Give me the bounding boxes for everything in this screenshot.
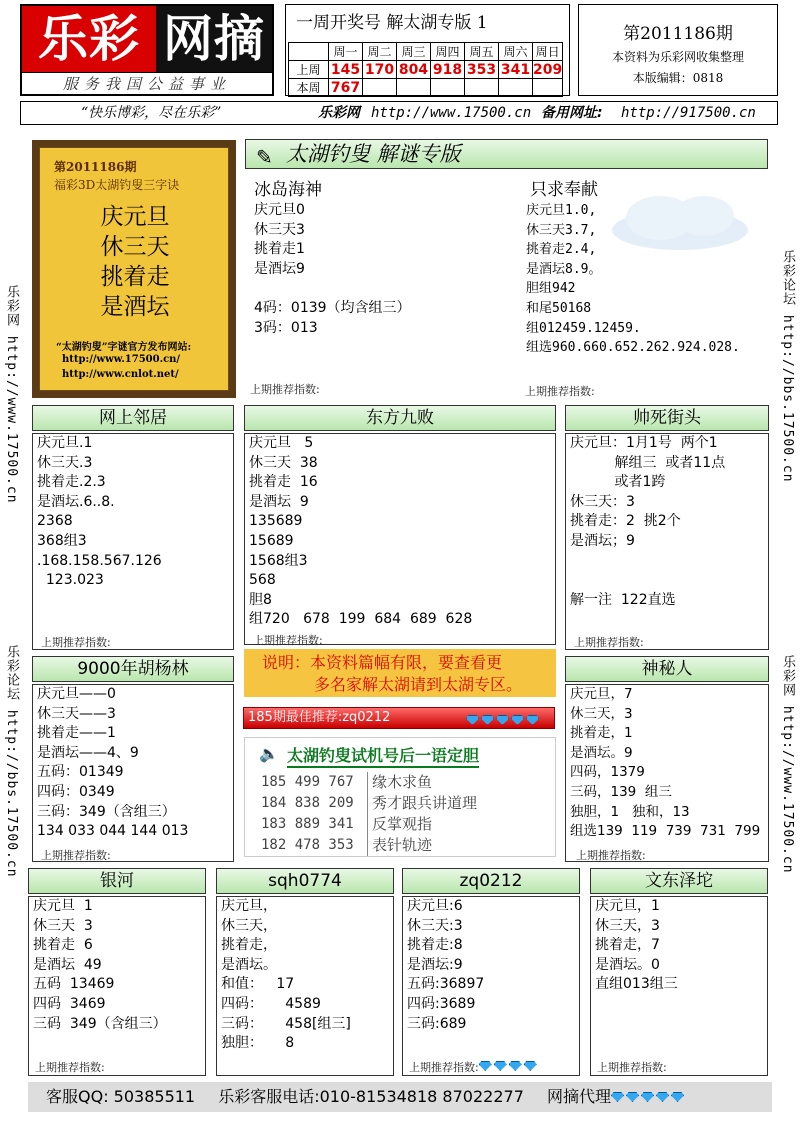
poster-poem xyxy=(40,202,230,322)
trial-title: 太湖钓叟试机号后一语定胆 xyxy=(287,743,479,768)
trial-row-nums: 183 889 341 xyxy=(261,816,354,832)
draw-number: 145 xyxy=(329,61,363,79)
panel-title: 文东泽坨 xyxy=(590,868,768,894)
diamond-icon xyxy=(511,715,524,725)
poster-issue: 第2011186期 xyxy=(54,160,137,174)
panel-body: 庆元旦.1 休三天.3 挑着走.2.3 是酒坛.6..8. 2368 368组3 .168.158.567.126 123.023 xyxy=(37,435,162,589)
panel-body: 庆元旦：1月1号 两个1 解组三 或者11点 或者1跨 休三天：3 挑着走：2 挑2个 是酒坛；9 解一注 122直选 xyxy=(570,435,726,608)
panel-rec: 上期推荐指数: xyxy=(35,1061,105,1074)
panel-body: 庆元旦，7 休三天，3 挑着走，1 是酒坛。9 四码，1379 三码，139 组三 独胆，1 独和，13 组选139 119 739 731 799 xyxy=(570,686,761,840)
this-week-label: 本周 xyxy=(289,79,329,97)
side-text-left-top: 乐彩网 http://www.17500.cn xyxy=(4,285,19,504)
panel-title: 银河 xyxy=(28,868,206,894)
draw-number: 804 xyxy=(397,61,431,79)
poster-site-note: “太湖钓叟”字谜官方发布网站: xyxy=(56,342,192,353)
diamond-icon xyxy=(479,1061,492,1071)
riddle-col1-body: 庆元旦0 休三天3 挑着走1 是酒坛9 4码：0139（均含组三） 3码：013 xyxy=(254,202,411,336)
riddle-poster xyxy=(32,140,236,398)
notice-line: 多名家解太湖请到太湖专区。 xyxy=(314,675,523,694)
panel-box xyxy=(565,433,769,650)
diamond-icon xyxy=(626,1092,639,1102)
draw-number: 209 xyxy=(533,61,563,78)
panel-title: 帅死街头 xyxy=(565,405,769,431)
trial-row-text: 缘木求鱼 xyxy=(372,773,433,791)
trial-row-nums: 182 478 353 xyxy=(261,837,354,853)
site-label: 乐彩网 xyxy=(318,105,360,121)
notice-line: 说明：本资料篇幅有限，要查看更 xyxy=(262,653,503,672)
speaker-icon: 🔈 xyxy=(259,744,279,763)
trial-nums xyxy=(261,772,354,856)
poem-line: 休三天 xyxy=(100,234,170,260)
poem-line: 是酒坛 xyxy=(100,294,170,320)
panel-body: 庆元旦， 休三天， 挑着走， 是酒坛。 和值： 17 四码： 4589 三码： 458[组三] 独胆： 8 xyxy=(221,898,351,1052)
panel-box xyxy=(565,684,769,862)
logo-slogan: 服务我国公益事业 xyxy=(22,72,272,94)
weekday-header: 周日 xyxy=(533,43,563,61)
draw-number: 170 xyxy=(363,61,397,79)
panel-body: 庆元旦，1 休三天，3 挑着走，7 是酒坛。0 直组013组三 xyxy=(595,898,678,993)
panel-body: 庆元旦 1 休三天 3 挑着走 6 是酒坛 49 五码 13469 四码 3469 三码 349（含组三） xyxy=(33,898,167,1032)
panel-rec-label: 上期推荐指数: xyxy=(409,1061,479,1074)
diamond-icon xyxy=(671,1092,684,1102)
footer-phone: 乐彩客服电话:010-81534818 87022277 xyxy=(218,1087,524,1106)
best-label: 185期最佳推荐: xyxy=(248,710,343,725)
trial-row-text: 秀才跟兵讲道理 xyxy=(372,794,478,812)
trial-texts xyxy=(367,772,477,856)
logo xyxy=(20,4,274,96)
logo-right-text: 网摘 xyxy=(156,6,272,72)
panel-rec: 上期推荐指数: xyxy=(41,636,111,649)
poster-subtitle: 福彩3D太湖钓叟三字诀 xyxy=(54,178,180,192)
draw-number: 341 xyxy=(499,61,533,79)
panel-title: zq0212 xyxy=(402,868,580,894)
diamond-icon xyxy=(524,1061,537,1071)
panel-rec: 上期推荐指数: xyxy=(597,1061,667,1074)
weekday-header: 周二 xyxy=(363,43,397,61)
notice-box xyxy=(244,649,556,697)
riddle-col2-body: 庆元旦1.0, 休三天3.7, 挑着走2.4, 是酒坛8.9。 胆组942 和尾50168 组012459.12459. 组选960.660.652.262.924.028. xyxy=(526,203,740,356)
riddle-col1-title: 冰岛海神 xyxy=(254,180,322,200)
panel-rec: 上期推荐指数: xyxy=(576,849,646,862)
footer-agent[interactable]: 网摘代理 xyxy=(546,1087,611,1106)
site-url[interactable]: http://www.17500.cn xyxy=(371,105,532,121)
last-week-label: 上周 xyxy=(289,61,329,79)
weekly-draw-box xyxy=(285,4,570,96)
motto-bar xyxy=(20,101,778,125)
diamond-icon xyxy=(656,1092,669,1102)
diamond-icon xyxy=(481,715,494,725)
riddle-col2-rec: 上期推荐指数: xyxy=(525,385,595,398)
panel-box xyxy=(28,896,206,1076)
trial-row-text: 表针轨迹 xyxy=(372,836,433,854)
issue-box xyxy=(578,4,778,96)
diamond-rating xyxy=(466,712,541,732)
footer-qq[interactable]: 客服QQ: 50385511 xyxy=(46,1087,196,1106)
panel-rec xyxy=(409,1059,539,1075)
diamond-icon xyxy=(641,1092,654,1102)
side-text-right-top: 乐彩论坛 http://bbs.17500.cn xyxy=(780,250,795,483)
riddle-panel-title xyxy=(245,139,768,169)
panel-box xyxy=(244,433,556,645)
draw-number: 353 xyxy=(465,61,499,79)
backup-label: 备用网址: xyxy=(541,105,603,121)
motto-quote: “快乐博彩，尽在乐彩” xyxy=(81,105,222,121)
trial-row-text: 反掌观指 xyxy=(372,815,433,833)
logo-left-text: 乐彩 xyxy=(22,6,156,72)
riddle-col1-rec: 上期推荐指数: xyxy=(250,383,320,396)
poem-line: 挑着走 xyxy=(100,264,170,290)
best-name[interactable]: zq0212 xyxy=(342,710,391,725)
panel-body: 庆元旦:6 休三天:3 挑着走:8 是酒坛:9 五码:36897 四码:3689 三码:689 xyxy=(407,898,485,1032)
weekly-draw-title: 一周开奖号 解太湖专版 1 xyxy=(296,13,488,33)
riddle-col2-title: 只求奉献 xyxy=(530,180,598,200)
weekday-header: 周五 xyxy=(465,43,499,61)
riddle-panel-title-text: 太湖钓叟 解谜专版 xyxy=(286,142,461,166)
draw-number: 767 xyxy=(329,79,363,97)
side-text-left-bottom: 乐彩论坛 http://bbs.17500.cn xyxy=(4,645,19,878)
diamond-icon xyxy=(526,715,539,725)
diamond-icon xyxy=(509,1061,522,1071)
weekly-draw-table xyxy=(288,42,563,97)
scroll-icon: ✎ xyxy=(256,145,273,169)
weekday-header: 周四 xyxy=(431,43,465,61)
panel-title: 网上邻居 xyxy=(32,405,234,431)
panel-rec: 上期推荐指数: xyxy=(253,634,323,647)
issue-editor: 本版编辑：0818 xyxy=(632,71,724,85)
trial-box xyxy=(244,737,556,857)
panel-box xyxy=(32,433,234,650)
draw-number: 918 xyxy=(431,61,465,79)
diamond-icon xyxy=(494,1061,507,1071)
poster-url[interactable]: http://www.cnlot.net/ xyxy=(62,369,179,380)
panel-rec: 上期推荐指数: xyxy=(41,849,111,862)
weekday-header: 周六 xyxy=(499,43,533,61)
panel-title: sqh0774 xyxy=(216,868,394,894)
diamond-icon xyxy=(496,715,509,725)
panel-box xyxy=(402,896,580,1076)
weekday-header: 周三 xyxy=(397,43,431,61)
panel-title: 9000年胡杨林 xyxy=(32,656,234,682)
poem-line: 庆元旦 xyxy=(100,204,170,230)
panel-box xyxy=(590,896,768,1076)
trial-row-nums: 184 838 209 xyxy=(261,795,354,811)
panel-box xyxy=(32,684,234,862)
panel-body: 庆元旦 5 休三天 38 挑着走 16 是酒坛 9 135689 15689 1568组3 568 胆8 组720 678 199 684 689 628 xyxy=(249,435,473,628)
issue-note: 本资料为乐彩网收集整理 xyxy=(611,50,744,64)
weekday-header: 周一 xyxy=(329,43,363,61)
diamond-icon xyxy=(466,715,479,725)
footer-bar xyxy=(28,1082,772,1112)
panel-title: 东方九败 xyxy=(244,405,556,431)
panel-title: 神秘人 xyxy=(565,656,769,682)
best-recommend-bar xyxy=(243,707,555,729)
issue-number: 第2011186期 xyxy=(623,24,733,44)
panel-box xyxy=(216,896,394,1076)
side-text-right-bottom: 乐彩网 http://www.17500.cn xyxy=(780,655,795,874)
backup-url[interactable]: http://917500.cn xyxy=(621,105,756,121)
trial-row-nums: 185 499 767 xyxy=(261,774,354,790)
diamond-icon xyxy=(611,1092,624,1102)
panel-rec: 上期推荐指数: xyxy=(574,636,644,649)
panel-body: 庆元旦——0 休三天——3 挑着走——1 是酒坛——4、9 五码：01349 四码：0349 三码：349（含组三） 134 033 044 144 013 xyxy=(37,686,189,840)
poster-url[interactable]: http://www.17500.cn/ xyxy=(62,354,181,365)
